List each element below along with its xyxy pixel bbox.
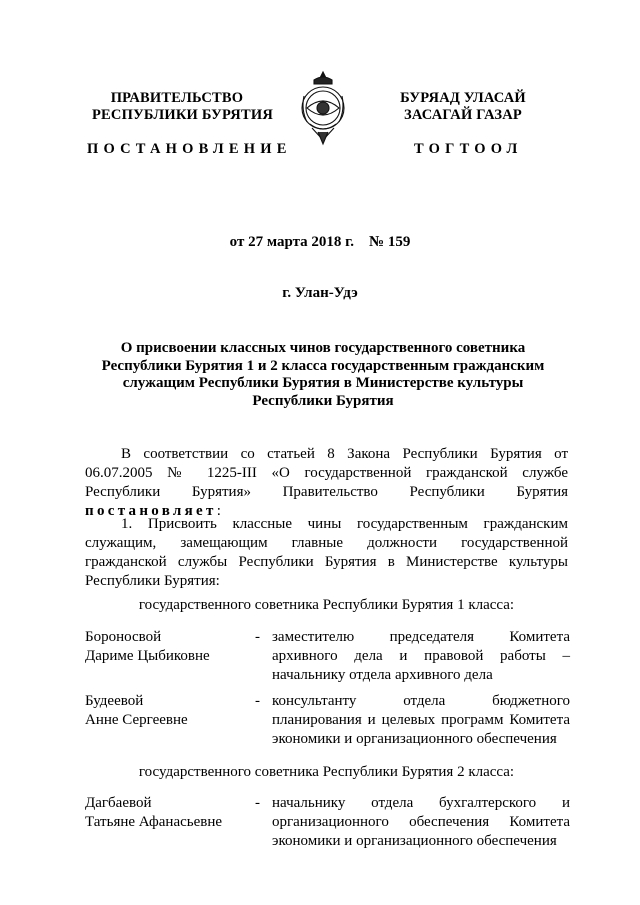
person-given-names: Анне Сергеевне — [85, 712, 188, 728]
person-name — [85, 628, 245, 666]
header-right-line1: БУРЯАД УЛАСАЙ — [400, 90, 526, 106]
person-surname: Будеевой — [85, 693, 144, 709]
class-1-heading: государственного советника Республики Бурятия 1 класса: — [138, 597, 515, 613]
decree-word: постановляет — [85, 503, 217, 519]
doc-type-bua: ТОГТООЛ — [414, 141, 523, 157]
preamble-text: В соответствии со статьей 8 Закона Республики Бурятия от 06.07.2005 № 1225-III «О государственной гражданской службе Республики Бурятия» Правительство Республики Бурятия — [85, 446, 568, 500]
coat-of-arms-emblem — [298, 70, 348, 146]
document-city: г. Улан-Удэ — [282, 285, 358, 301]
header-left — [92, 90, 273, 124]
person-given-names: Татьяне Афанасьевне — [85, 814, 223, 830]
title-line-1: О присвоении классных чинов государственного советника — [120, 340, 526, 356]
clause-1-paragraph — [85, 515, 568, 591]
list-dash: - — [255, 629, 260, 645]
header-left-line1: ПРАВИТЕЛЬСТВО — [110, 90, 244, 106]
coat-of-arms-icon — [298, 70, 348, 146]
title-line-2: Республики Бурятия 1 и 2 класса государственным гражданским — [101, 357, 545, 374]
header-left-line2: РЕСПУБЛИКИ БУРЯТИЯ — [92, 107, 273, 123]
person-surname: Дагбаевой — [85, 795, 152, 811]
document-title — [80, 340, 566, 410]
header-right — [378, 90, 548, 124]
document-date-number: от 27 марта 2018 г. № 159 — [229, 234, 411, 250]
header-right-line2: ЗАСАГАЙ ГАЗАР — [404, 107, 522, 123]
class-2-heading: государственного советника Республики Бурятия 2 класса: — [138, 764, 515, 780]
person-position: начальнику отдела бухгалтерского и организационного обеспечения Комитета экономики и организационного обеспечения — [272, 795, 570, 849]
doc-type-ru: ПОСТАНОВЛЕНИЕ — [87, 141, 292, 157]
title-line-4: Республики Бурятия — [252, 392, 394, 409]
person-position: заместителю председателя Комитета архивного дела и правовой работы – начальнику отдела архивного дела — [272, 629, 570, 683]
clause-1-text: 1. Присвоить классные чины государственным гражданским служащим, замещающим главные должности государственной гражданской службы Республики Бурятия в Министерстве культуры Республики Бурятия: — [85, 516, 568, 589]
person-name — [85, 692, 245, 730]
title-line-3: служащим Республики Бурятия в Министерстве культуры — [122, 375, 524, 391]
preamble-paragraph — [85, 445, 568, 521]
person-surname: Бороносвой — [85, 629, 162, 645]
preamble-end: : — [216, 503, 221, 519]
person-given-names: Дариме Цыбиковне — [85, 648, 210, 664]
person-name — [85, 794, 245, 832]
list-dash: - — [255, 693, 260, 709]
person-position: консультанту отдела бюджетного планирования и целевых программ Комитета экономики и организационного обеспечения — [272, 693, 570, 747]
list-dash: - — [255, 795, 260, 811]
